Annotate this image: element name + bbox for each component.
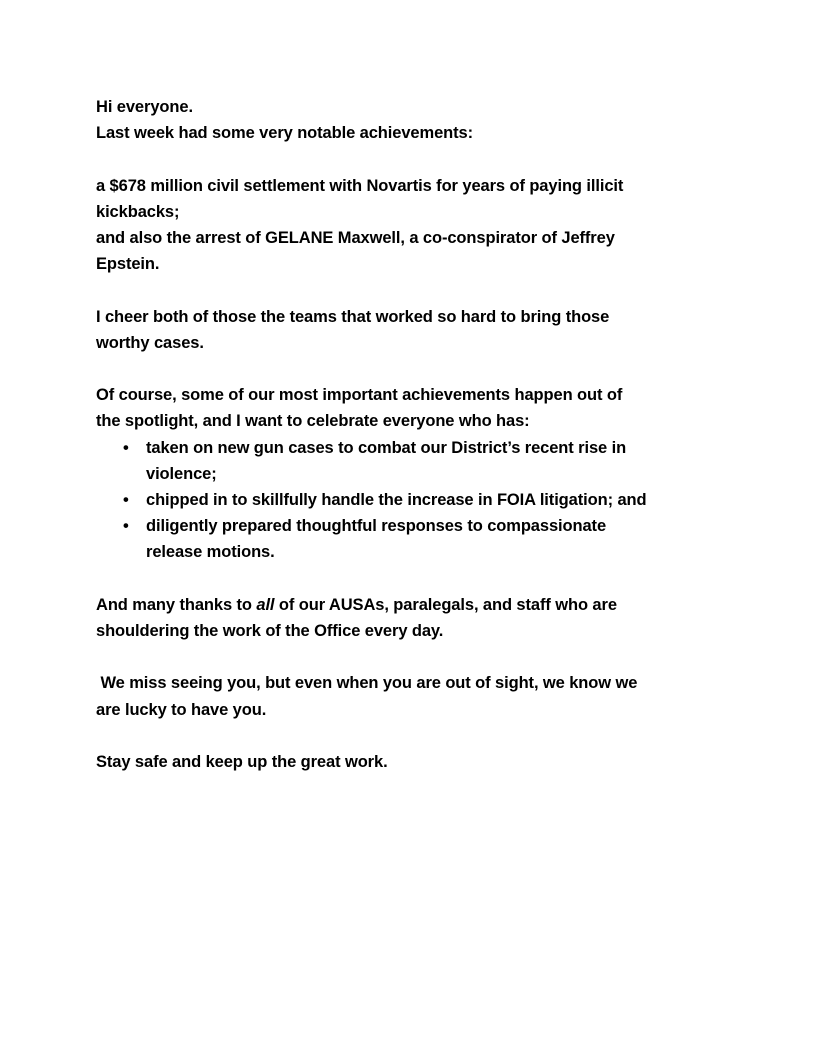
memo-line: kickbacks; — [96, 202, 180, 221]
memo-line: diligently prepared thoughtful responses to compassionate — [146, 517, 607, 536]
bullet-item — [96, 487, 720, 513]
memo-line: a $678 million civil settlement with Novartis for years of paying illicit — [96, 176, 624, 195]
memo-line: Hi everyone. — [96, 98, 193, 116]
memo-line: chipped in to skillfully handle the increase in FOIA litigation; and — [146, 491, 647, 509]
memo-text-italic: all — [256, 595, 275, 614]
bullet-icon: • — [123, 517, 129, 536]
bullet-item — [96, 513, 720, 565]
memo-line: I cheer both of those the teams that worked so hard to bring those — [96, 307, 610, 326]
memo-paragraph-miss-you — [96, 670, 720, 722]
bullet-text — [146, 513, 720, 565]
memo-line: release motions. — [146, 543, 275, 562]
memo-text-segment: of our AUSAs, paralegals, and staff who are — [274, 595, 617, 614]
memo-paragraph-greeting — [96, 94, 720, 146]
memo-line: Last week had some very notable achievements: — [96, 124, 473, 143]
memo-text-segment: And many thanks to — [96, 595, 257, 614]
memo-line: are lucky to have you. — [96, 700, 267, 719]
bullet-text — [146, 487, 720, 513]
memo-paragraph-thanks — [96, 592, 720, 644]
memo-line: violence; — [146, 464, 217, 483]
bullet-item — [96, 435, 720, 487]
memo-paragraph-closing — [96, 749, 720, 775]
memo-paragraph-achievements — [96, 173, 720, 278]
memo-line: We miss seeing you, but even when you are out of sight, we know we — [96, 674, 638, 693]
bullet-icon: • — [123, 438, 129, 457]
memo-paragraph-cheer — [96, 304, 720, 356]
memo-line: the spotlight, and I want to celebrate everyone who has: — [96, 412, 530, 431]
bullet-icon: • — [123, 491, 129, 509]
memo-line: Epstein. — [96, 255, 160, 274]
memo-line: worthy cases. — [96, 333, 204, 352]
bullet-text — [146, 435, 720, 487]
memo-line: shouldering the work of the Office every day. — [96, 622, 444, 640]
memo-line: Of course, some of our most important achievements happen out of — [96, 386, 623, 405]
bullet-list — [96, 435, 720, 566]
memo-body — [96, 94, 720, 801]
memo-paragraph-spotlight — [96, 382, 720, 434]
memo-line: taken on new gun cases to combat our District’s recent rise in — [146, 438, 627, 457]
memo-line — [96, 592, 720, 618]
memo-line: and also the arrest of GELANE Maxwell, a co-conspirator of Jeffrey — [96, 229, 615, 247]
memo-line: Stay safe and keep up the great work. — [96, 752, 388, 771]
